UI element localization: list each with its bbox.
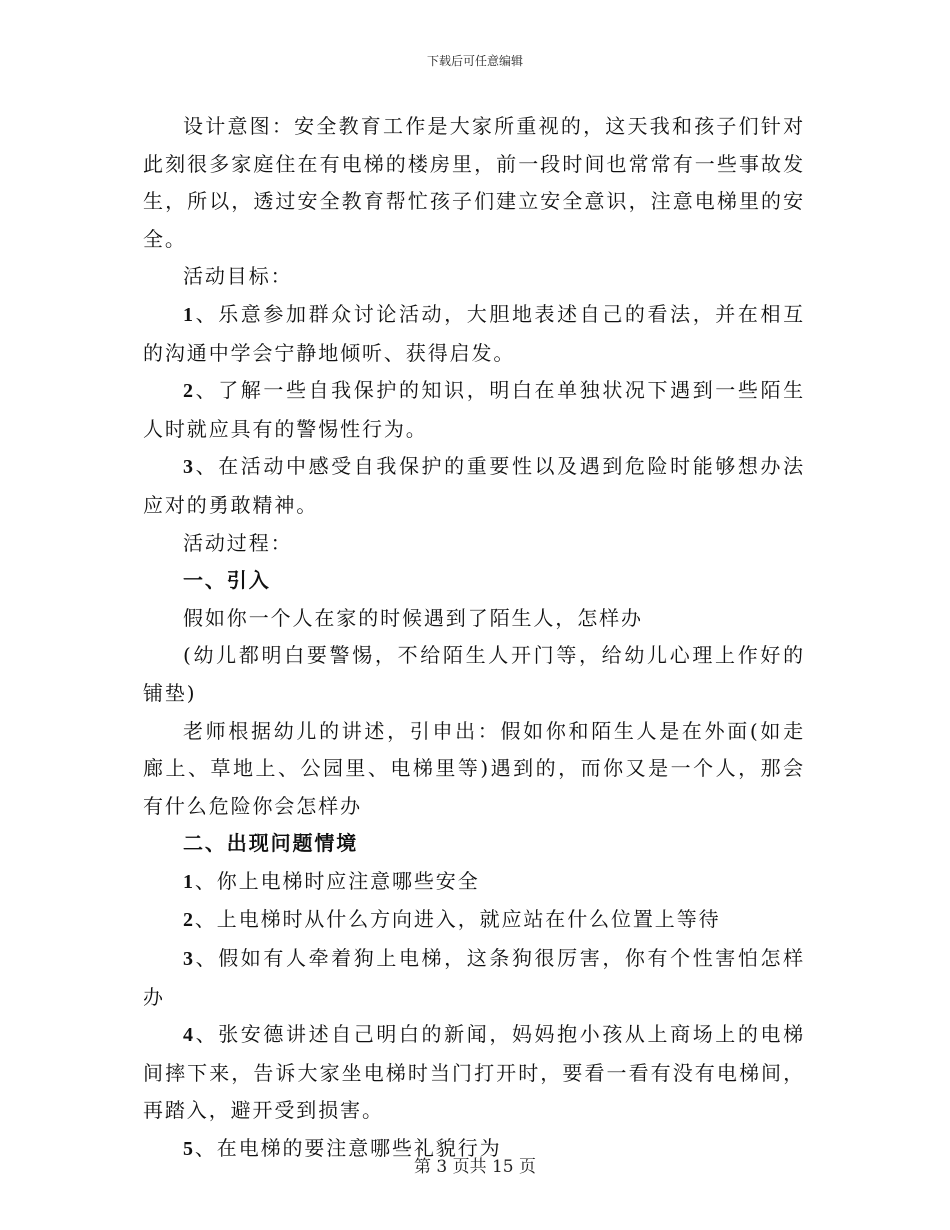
design-intent-paragraph: 设计意图：安全教育工作是大家所重视的，这天我和孩子们针对此刻很多家庭住在有电梯的楼房里，前一段时间也常常有一些事故发生，所以，透过安全教育帮忙孩子们建立安全意识，注意电梯里的安全。 xyxy=(143,114,805,251)
question-item-1 xyxy=(143,863,805,902)
page-header: 下载后可任意编辑 xyxy=(426,54,523,68)
section-heading-introduction: 一、引入 xyxy=(183,568,271,593)
goal-text: 、在活动中感受自我保护的重要性以及遇到危险时能够想办法应对的勇敢精神。 xyxy=(143,454,805,517)
intro-question-paragraph: 假如你一个人在家的时候遇到了陌生人，怎样办 xyxy=(183,605,643,630)
goal-text: 、了解一些自我保护的知识，明白在单独状况下遇到一些陌生人时就应具有的警惕性行为。 xyxy=(143,378,805,441)
question-number: 5 xyxy=(183,1138,195,1161)
question-text: 、在电梯的要注意哪些礼貌行为 xyxy=(194,1136,502,1161)
activity-process-heading: 活动过程： xyxy=(183,530,293,555)
question-text: 、假如有人牵着狗上电梯，这条狗很厉害，你有个性害怕怎样办 xyxy=(143,946,805,1009)
question-number: 2 xyxy=(183,909,195,932)
question-number: 1 xyxy=(183,870,195,893)
goal-number: 2 xyxy=(183,380,195,403)
question-text: 、上电梯时从什么方向进入，就应站在什么位置上等待 xyxy=(194,907,721,932)
goal-item-1 xyxy=(143,296,805,372)
goal-text: 、乐意参加群众讨论活动，大胆地表述自己的看法，并在相互的沟通中学会宁静地倾听、获得启发。 xyxy=(143,301,805,365)
question-item-4 xyxy=(143,1016,805,1130)
goal-item-2 xyxy=(143,372,805,448)
question-text: 、张安德讲述自己明白的新闻，妈妈抱小孩从上商场上的电梯间摔下来，告诉大家坐电梯时当门打开时，要看一看有没有电梯间，再踏入，避开受到损害。 xyxy=(143,1022,805,1123)
question-number: 3 xyxy=(183,948,195,971)
goal-item-3 xyxy=(143,448,805,524)
teacher-extension-paragraph: 老师根据幼儿的讲述，引申出：假如你和陌生人是在外面(如走廊上、草地上、公园里、电梯里等)遇到的，而你又是一个人，那会有什么危险你会怎样办 xyxy=(143,718,805,818)
activity-goals-heading: 活动目标： xyxy=(183,264,293,289)
document-body xyxy=(143,108,805,1169)
question-number: 4 xyxy=(183,1024,195,1047)
goal-number: 1 xyxy=(183,303,195,326)
intro-note-paragraph: (幼儿都明白要警惕，不给陌生人开门等，给幼儿心理上作好的铺垫) xyxy=(143,643,805,705)
page-footer: 第 3 页共 15 页 xyxy=(413,1157,537,1177)
section-heading-problem-scenarios: 二、出现问题情境 xyxy=(183,831,359,856)
question-text: 、你上电梯时应注意哪些安全 xyxy=(194,868,480,893)
question-item-3 xyxy=(143,940,805,1016)
question-item-2 xyxy=(143,901,805,940)
goal-number: 3 xyxy=(183,456,195,479)
